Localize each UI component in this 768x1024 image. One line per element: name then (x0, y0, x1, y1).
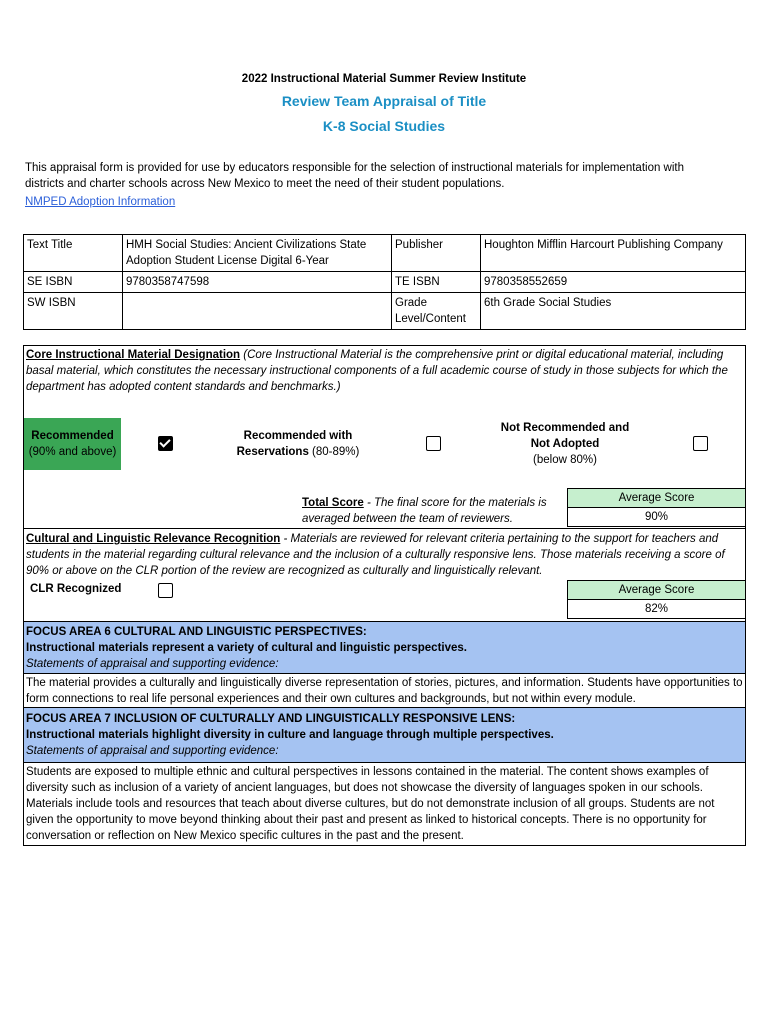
se-isbn-value: 9780358747598 (123, 272, 392, 293)
recommended-label: Recommended (31, 430, 114, 442)
se-isbn-label: SE ISBN (24, 272, 123, 293)
table-row (24, 293, 746, 330)
title-info-table (23, 234, 746, 330)
total-score-text (302, 495, 564, 527)
focus7-statement: Statements of appraisal and supporting evidence: (26, 745, 279, 757)
intro-paragraph: This appraisal form is provided for use by educators responsible for the selection of instructional materials for implementation with districts and charter schools across New Mexico to meet the need of their student populations. (25, 162, 685, 190)
focus6-subtitle: Instructional materials represent a variety of cultural and linguistic perspectives. (26, 642, 467, 654)
core-avg-score-label: Average Score (567, 488, 746, 508)
sw-isbn-value (123, 293, 392, 330)
page-subtitle: K-8 Social Studies (322, 118, 446, 134)
page-title: Review Team Appraisal of Title (281, 93, 487, 109)
total-score-desc: - The final score for the materials is averaged between the team of reviewers. (302, 497, 547, 525)
core-designation-text (26, 347, 739, 395)
nmped-adoption-link[interactable]: NMPED Adoption Information (25, 196, 176, 208)
grade-label: Grade Level/Content (392, 293, 481, 330)
focus7-body: Students are exposed to multiple ethnic and cultural perspectives in lessons contained in the material. The content shows examples of diversity such as inclusion of a variety of ancient languages, but does not showcase the diversity of languages spoken in our schools. Materials include tools and resources that teach about diverse cultures, but do not demonstrate inclusion of all groups. Students are not given the opportunity to move beyond thinking about their past and present as linked to historical concepts. There is no opportunity for conversation or reflection on New Mexico specific cultures in the past and the present. (23, 762, 746, 846)
text-title-value: HMH Social Studies: Ancient Civilizations State Adoption Student License Digital 6-Year (123, 235, 392, 272)
publisher-value: Houghton Mifflin Harcourt Publishing Company (481, 235, 746, 272)
clr-desc: - Materials are reviewed for relevant criteria pertaining to the support for teachers and students in the material regarding cultural relevance and the inclusion of a culturally responsive lens. Those materials receiving a score of 90% or above on the CLR portion of the review are recognized as culturally and linguistically relevant. (26, 533, 725, 577)
focus6-body: The material provides a culturally and linguistically diverse representation of stories, pictures, and information. Students have opportunities to form connections to real life personal experiences and their own cultures and backgrounds, but not within every module. (23, 673, 746, 708)
focus6-statement: Statements of appraisal and supporting evidence: (26, 658, 279, 670)
focus7-subtitle: Instructional materials highlight diversity in culture and language through multiple perspectives. (26, 729, 554, 741)
te-isbn-value: 9780358552659 (481, 272, 746, 293)
recres-range: (80-89%) (308, 446, 360, 458)
total-score-label: Total Score (302, 497, 364, 509)
focus-area-6-header (23, 621, 746, 674)
clr-text (26, 531, 739, 579)
focus7-title: FOCUS AREA 7 INCLUSION OF CULTURALLY AND LINGUISTICALLY RESPONSIVE LENS: (26, 713, 516, 725)
clr-avg-score-label: Average Score (567, 580, 746, 600)
focus-area-7-header (23, 708, 746, 763)
text-title-label: Text Title (24, 235, 123, 272)
table-row (24, 272, 746, 293)
table-row (24, 235, 746, 272)
focus6-title: FOCUS AREA 6 CULTURAL AND LINGUISTIC PERSPECTIVES: (26, 626, 367, 638)
clr-recognized-checkbox[interactable] (158, 583, 173, 598)
recres-label: Recommended with Reservations (236, 430, 353, 458)
recommended-label-box (24, 418, 121, 470)
recommended-checkbox[interactable] (158, 436, 173, 451)
recommended-with-reservations (225, 428, 371, 460)
notrec-checkbox[interactable] (693, 436, 708, 451)
clr-recognized-label: CLR Recognized (30, 583, 122, 595)
notrec-range: (below 80%) (533, 454, 597, 466)
core-avg-score-value: 90% (567, 508, 746, 527)
clr-avg-score-value: 82% (567, 600, 746, 619)
recres-checkbox[interactable] (426, 436, 441, 451)
sw-isbn-label: SW ISBN (24, 293, 123, 330)
recommended-range: (90% and above) (28, 446, 117, 458)
not-recommended (495, 420, 635, 468)
core-designation-desc: (Core Instructional Material is the comprehensive print or digital educational material, including basal material, which constitutes the necessary instructional components of a full academic course of study in those subjects for which the department has adopted content standards and benchmarks.) (26, 349, 728, 393)
notrec-label: Not Recommended and Not Adopted (500, 422, 630, 450)
grade-value: 6th Grade Social Studies (481, 293, 746, 330)
institute-heading: 2022 Instructional Material Summer Review Institute (241, 73, 527, 85)
clr-heading: Cultural and Linguistic Relevance Recognition (26, 533, 281, 545)
te-isbn-label: TE ISBN (392, 272, 481, 293)
publisher-label: Publisher (392, 235, 481, 272)
core-designation-heading: Core Instructional Material Designation (26, 349, 241, 361)
